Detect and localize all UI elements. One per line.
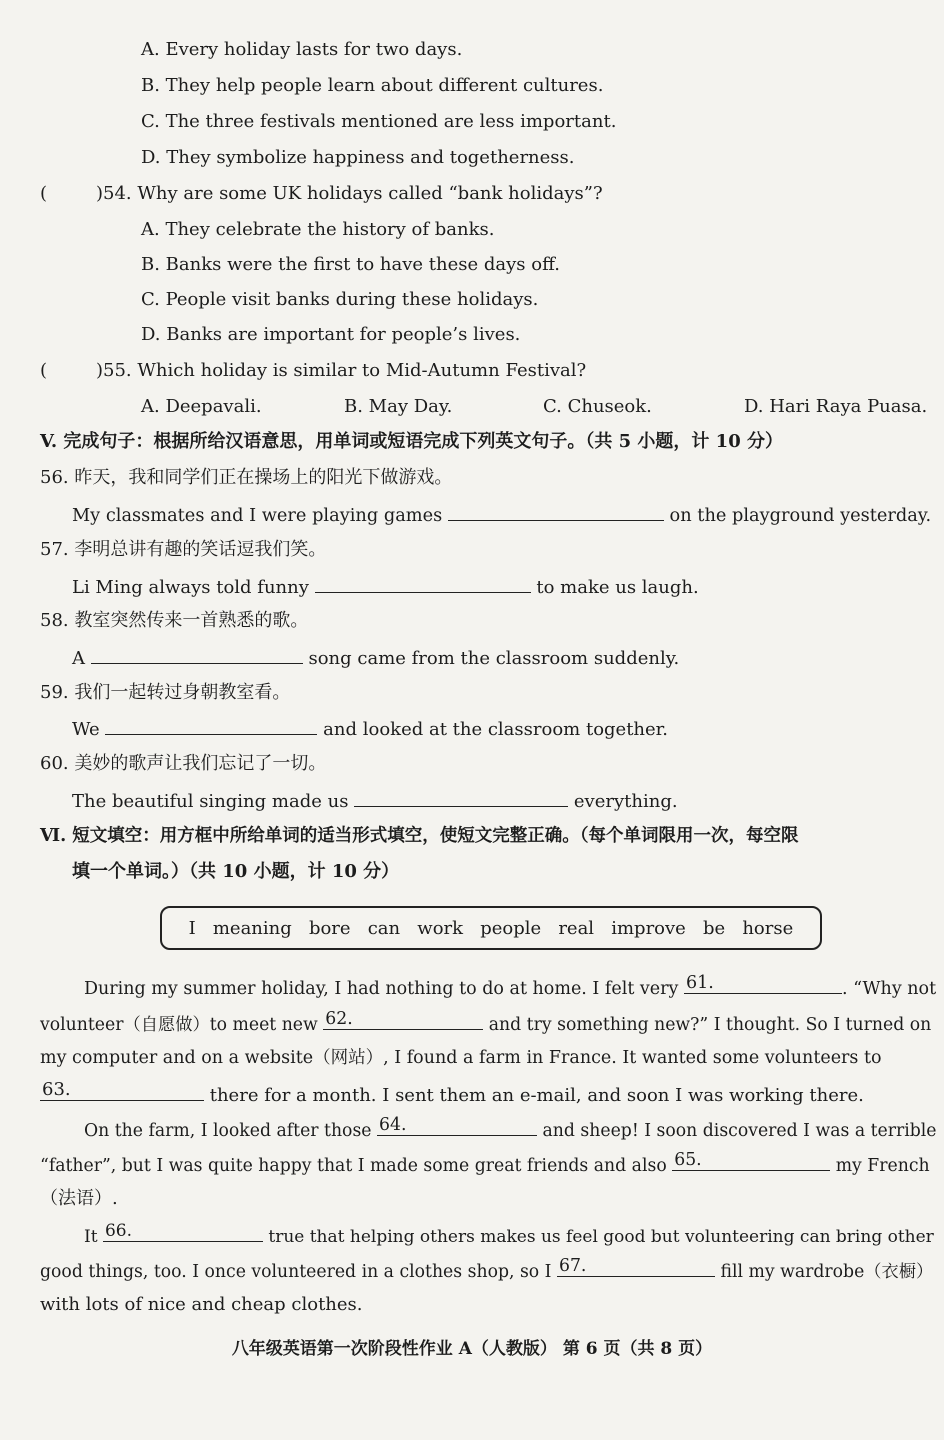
q53-option-a: A. Every holiday lasts for two days. [141,39,463,60]
q56-chinese: 56. 昨天，我和同学们正在操场上的阳光下做游戏。 [40,467,453,488]
word-box-item: be [703,917,726,939]
q56-sentence [72,502,931,528]
answer-blank-63[interactable] [40,1079,204,1101]
blank-number: 61. [686,973,714,993]
p2-line3: （法语）. [40,1188,118,1209]
sentence-part: song came from the classroom suddenly. [308,648,680,669]
sentence-part: My classmates and I were playing games [72,506,443,526]
answer-blank-66[interactable] [103,1223,263,1242]
sentence-part: The beautiful singing made us [72,791,349,812]
passage-text: good things, too. I once volunteered in a clothes shop, so I [40,1262,552,1282]
passage-text: and try something new?” I thought. So I turned on [488,1015,932,1035]
section6-heading-line2: 填一个单词。）（共 10 小题，计 10 分） [72,861,400,882]
q53-option-b: B. They help people learn about different cultures. [141,75,604,96]
word-box-item: improve [611,917,686,939]
q58-chinese: 58. 教室突然传来一首熟悉的歌。 [40,610,309,631]
p1-line1 [84,975,936,1001]
word-box-item: I [188,917,196,939]
p2-line1 [84,1117,937,1143]
sentence-part: A [72,648,85,669]
passage-text: volunteer（自愿做）to meet new [40,1015,318,1035]
q55-text: )55. Which holiday is similar to Mid-Autumn Festival? [96,360,587,381]
q55-option-a: A. Deepavali. [141,396,262,417]
q60-chinese: 60. 美妙的歌声让我们忘记了一切。 [40,753,327,774]
p3-line1 [84,1223,934,1249]
p2-line2 [40,1152,930,1178]
answer-blank-67[interactable] [557,1258,715,1277]
answer-paren: ( [40,183,48,204]
passage-text: fill my wardrobe（衣橱） [720,1262,934,1282]
answer-blank-65[interactable] [672,1152,830,1171]
q53-option-c: C. The three festivals mentioned are less important. [141,111,617,132]
blank-number: 65. [674,1150,702,1170]
word-box-item: real [558,917,595,939]
passage-text: On the farm, I looked after those [84,1121,372,1141]
blank-number: 63. [42,1079,71,1100]
p3-line3: with lots of nice and cheap clothes. [40,1294,363,1315]
passage-text: . “Why not [842,979,937,999]
answer-blank-62[interactable] [323,1011,483,1030]
passage-text: my French [835,1156,930,1176]
q59-chinese: 59. 我们一起转过身朝教室看。 [40,682,291,703]
sentence-part: Li Ming always told funny [72,577,309,598]
word-box-item: people [480,917,542,939]
page-footer: 八年级英语第一次阶段性作业 A（人教版） 第 6 页（共 8 页） [231,1339,713,1359]
section6-heading-line1: Ⅵ. 短文填空：用方框中所给单词的适当形式填空，使短文完整正确。（每个单词限用一次，每空限 [40,826,799,846]
q60-sentence [72,788,678,814]
blank-number: 64. [379,1115,407,1135]
q55-option-c: C. Chuseok. [543,396,652,417]
p3-line2 [40,1258,933,1284]
q57-sentence [72,574,699,600]
word-box-item: meaning [212,917,292,939]
passage-text: “father”, but I was quite happy that I made some great friends and also [40,1156,667,1176]
word-box [160,906,822,950]
q54-text: )54. Why are some UK holidays called “bank holidays”? [96,183,603,204]
q54-option-d: D. Banks are important for people’s lives. [141,324,521,345]
q54-stem [40,182,603,206]
answer-paren: ( [40,360,48,381]
answer-blank[interactable] [354,788,568,807]
q55-option-d: D. Hari Raya Puasa. [744,396,928,417]
sentence-part: and looked at the classroom together. [323,719,669,740]
q58-sentence [72,645,679,671]
q59-sentence [72,716,668,742]
q54-option-b: B. Banks were the first to have these days off. [141,254,560,275]
word-box-item: can [367,917,401,939]
q57-chinese: 57. 李明总讲有趣的笑话逗我们笑。 [40,539,327,560]
passage-text: true that helping others makes us feel good but volunteering can bring other [268,1227,934,1247]
p1-line2 [40,1011,931,1037]
section5-heading: V. 完成句子：根据所给汉语意思，用单词或短语完成下列英文句子。（共 5 小题，计 10 分） [40,431,783,452]
p1-line4 [40,1079,864,1108]
passage-text: there for a month. I sent them an e-mail, and soon I was working there. [209,1085,864,1106]
sentence-part: everything. [573,791,678,812]
q53-option-d: D. They symbolize happiness and togetherness. [141,147,575,168]
sentence-part: We [72,719,100,740]
blank-number: 66. [104,1221,132,1241]
p1-line3: my computer and on a website（网站）, I found a farm in France. It wanted some volunteers to [40,1048,882,1068]
q54-option-a: A. They celebrate the history of banks. [141,219,495,240]
q55-stem [40,359,586,383]
q55-option-b: B. May Day. [344,396,453,417]
answer-blank[interactable] [315,574,531,593]
word-box-item: bore [308,917,351,939]
passage-text: It [84,1227,98,1247]
answer-blank[interactable] [105,716,317,735]
sentence-part: to make us laugh. [536,577,699,598]
q54-option-c: C. People visit banks during these holidays. [141,289,539,310]
answer-blank-64[interactable] [377,1117,537,1136]
answer-blank[interactable] [448,502,664,521]
passage-text: During my summer holiday, I had nothing to do at home. I felt very [84,979,679,999]
answer-blank-61[interactable] [684,975,842,994]
passage-text: and sheep! I soon discovered I was a terrible [542,1121,937,1141]
blank-number: 67. [558,1256,587,1276]
word-box-item: horse [742,917,794,939]
blank-number: 62. [325,1009,353,1029]
sentence-part: on the playground yesterday. [669,506,932,526]
answer-blank[interactable] [91,645,303,664]
word-box-item: work [417,917,464,939]
